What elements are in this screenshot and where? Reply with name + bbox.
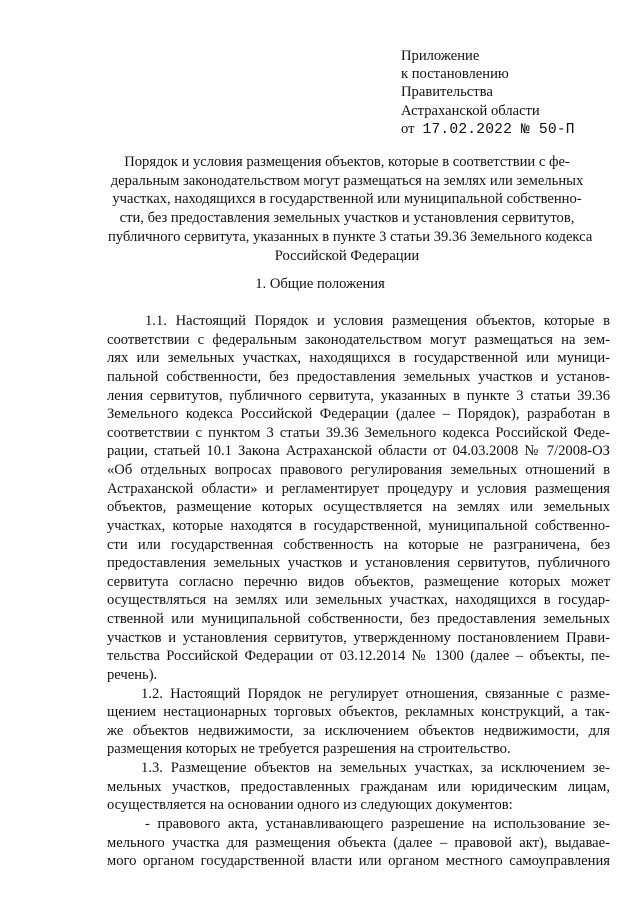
section-heading: 1. Общие положения	[255, 276, 385, 292]
title-line: деральным законодательством могут размещаться на землях или земельных	[110, 172, 584, 189]
body-line: соответствии с пунктом 3 статьи 39.36 Земельного кодекса Российской Феде-	[107, 424, 610, 441]
body-line: рации, статьей 10.1 Закона Астраханской области от 04.03.2008 № 7/2008-ОЗ	[107, 443, 610, 460]
body-line: - правового акта, устанавливающего разрешение на использование зе-	[145, 815, 610, 832]
body-line: 1.1. Настоящий Порядок и условия размещения объектов, которые в	[145, 313, 610, 329]
body-line: осуществляется на основании одного из следующих документов:	[107, 797, 513, 814]
title-line: публичного сервитута, указанных в пункте 3 статьи 39.36 Земельного кодекса	[108, 228, 593, 245]
body-line: «Об отдельных вопросах правового регулирования земельных отношений в	[107, 462, 610, 478]
body-line: лях или земельных участках, находящихся в государственной или муници-	[107, 350, 610, 367]
appendix-line: Приложение	[401, 48, 480, 64]
body-line: мельных участков, предоставленных гражданам или юридическим лицам,	[107, 778, 610, 795]
body-line: мого органом государственной власти или органом местного самоуправления	[107, 853, 610, 870]
title-line: Российской Федерации	[274, 247, 420, 264]
body-line: Земельного кодекса Российской Федерации (далее – Порядок), разработан в	[107, 406, 610, 423]
body-line: речень).	[107, 666, 158, 683]
body-line: пальной собственности, без предоставления земельных участков и установ-	[107, 368, 610, 385]
title-line: Порядок и условия размещения объектов, которые в соответствии с фе-	[124, 154, 570, 170]
body-line: осуществляться на землях или земельных участках, находящихся в государ-	[107, 592, 610, 609]
body-line: ственной или муниципальной собственности, без предоставления земельных	[107, 611, 610, 627]
body-line: участках, которые находятся в государственной, муниципальной собственно-	[107, 517, 610, 534]
body-line: участков и установления сервитутов, утвержденному постановлением Прави-	[107, 629, 610, 646]
body-line: сервитута согласно перечню видов объектов, размещение которых может	[107, 573, 610, 590]
appendix-date-line	[401, 120, 575, 139]
body-line: ления сервитутов, публичного сервитута, указанных в пункте 3 статьи 39.36	[107, 387, 610, 404]
date-prefix: от	[401, 120, 415, 137]
appendix-block	[401, 47, 575, 139]
document-title	[108, 153, 593, 265]
document-body	[107, 312, 610, 871]
body-line: сти или государственная собственность на которые не разграничена, без	[107, 536, 610, 553]
title-line: сти, без предоставления земельных участков и установления сервитутов,	[119, 210, 575, 227]
body-line: же объектов недвижимости, за исключением объектов недвижимости, для	[107, 722, 610, 739]
body-line: мельного участка для размещения объекта (далее – правовой акт), выдавае-	[107, 834, 610, 851]
body-line: размещения которых не требуется разрешения на строительство.	[107, 741, 511, 758]
date-stamp: 17.02.2022 № 50-П	[422, 121, 575, 138]
appendix-line: к постановлению	[401, 66, 509, 83]
body-line: 1.3. Размещение объектов на земельных участках, за исключением зе-	[141, 760, 610, 776]
title-line: участках, находящихся в государственной или муниципальной собственно-	[112, 191, 582, 208]
body-line: предоставления земельных участков и установления сервитутов, публичного	[107, 555, 610, 572]
body-line: 1.2. Настоящий Порядок не регулирует отношения, связанные с разме-	[141, 685, 610, 702]
appendix-line: Астраханской области	[401, 102, 540, 119]
body-line: щением нестационарных торговых объектов, рекламных конструкций, а так-	[107, 704, 610, 721]
appendix-line: Правительства	[401, 84, 493, 101]
body-line: соответствии с федеральным законодательством могут размещаться на зем-	[107, 331, 610, 348]
body-line: тельства Российской Федерации от 03.12.2014 № 1300 (далее – объекты, пе-	[107, 648, 610, 665]
body-line: объектов, размещение которых осуществляется на землях или земельных	[107, 499, 610, 516]
body-line: Астраханской области» и регламентирует процедуру и условия размещения	[107, 480, 610, 497]
